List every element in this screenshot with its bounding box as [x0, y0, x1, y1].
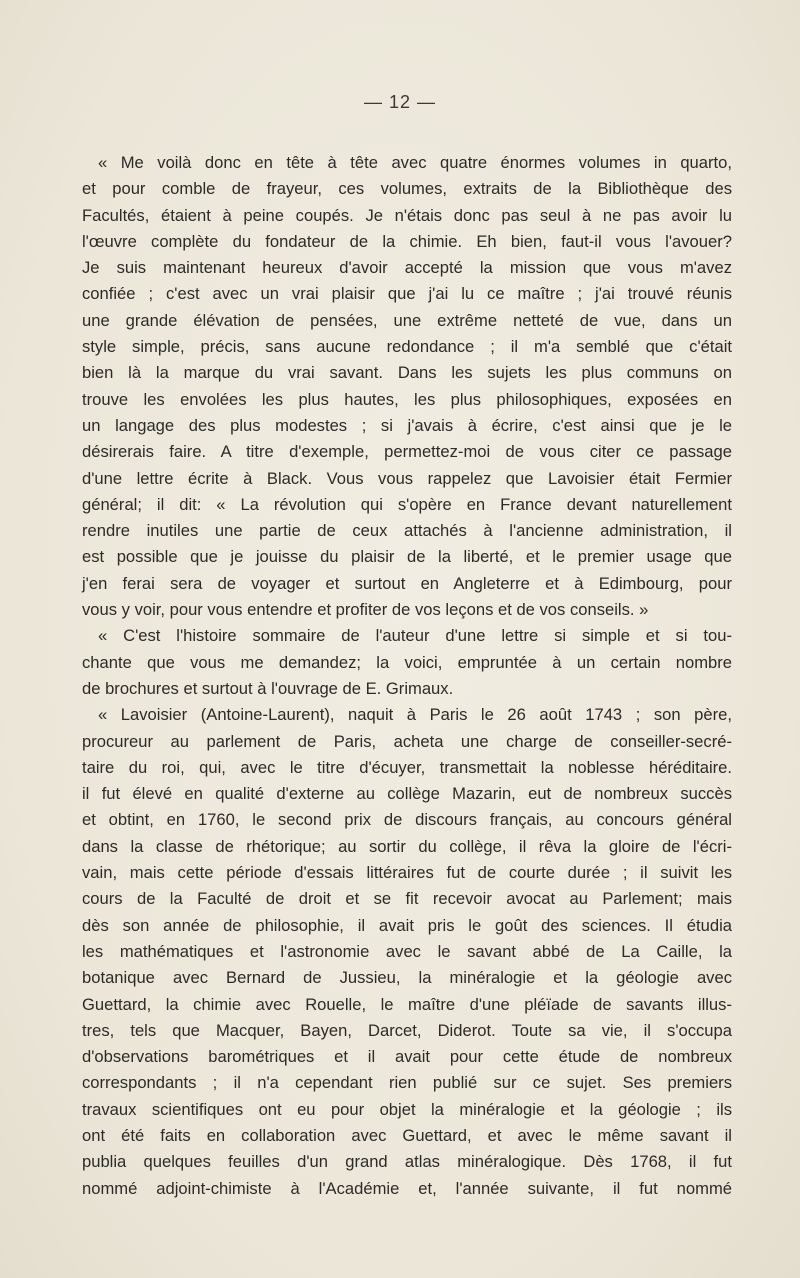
- text-line: rendre inutiles une partie de ceux attachés à l'ancienne administration, il: [82, 521, 732, 541]
- text-line: bien là la marque du vrai savant. Dans les sujets les plus communs on: [82, 363, 732, 383]
- text-line: Guettard, la chimie avec Rouelle, le maître d'une pléïade de savants illus-: [82, 994, 732, 1014]
- text-line: vain, mais cette période d'essais littéraires fut de courte durée ; il suivit les: [82, 863, 732, 883]
- text-line: publia quelques feuilles d'un grand atlas minéralogique. Dès 1768, il fut: [82, 1152, 732, 1172]
- text-line: nommé adjoint-chimiste à l'Académie et, l'année suivante, il fut nommé: [82, 1178, 732, 1198]
- text-line: j'en ferai sera de voyager et surtout en Angleterre et à Edimbourg, pour: [82, 573, 732, 593]
- body-text: [82, 150, 732, 1202]
- text-line: cours de la Faculté de droit et se fit recevoir avocat au Parlement; mais: [82, 889, 732, 909]
- text-line: taire du roi, qui, avec le titre d'écuyer, transmettait la noblesse héréditaire.: [82, 757, 732, 777]
- text-line: trouve les envolées les plus hautes, les plus philosophiques, exposées en: [82, 389, 732, 409]
- text-line: dans la classe de rhétorique; au sortir du collège, il rêva la gloire de l'écri-: [82, 836, 732, 856]
- text-line: général; il dit: « La révolution qui s'opère en France devant naturellement: [82, 494, 732, 514]
- text-line: les mathématiques et l'astronomie avec le savant abbé de La Caille, la: [82, 941, 732, 961]
- text-line: chante que vous me demandez; la voici, empruntée à un certain nombre: [82, 652, 732, 672]
- text-line: « Me voilà donc en tête à tête avec quatre énormes volumes in quarto,: [98, 153, 732, 172]
- text-line: l'œuvre complète du fondateur de la chimie. Eh bien, faut-il vous l'avouer?: [82, 231, 732, 251]
- text-line: et pour comble de frayeur, ces volumes, extraits de la Bibliothèque des: [82, 179, 732, 199]
- text-line: d'une lettre écrite à Black. Vous vous rappelez que Lavoisier était Fermier: [82, 468, 732, 488]
- text-line: il fut élevé en qualité d'externe au collège Mazarin, eut de nombreux succès: [82, 784, 732, 804]
- text-line: Je suis maintenant heureux d'avoir accepté la mission que vous m'avez: [82, 258, 732, 278]
- text-line: ont été faits en collaboration avec Guettard, et avec le même savant il: [82, 1125, 732, 1145]
- text-line: Facultés, étaient à peine coupés. Je n'étais donc pas seul à ne pas avoir lu: [82, 205, 732, 225]
- text-line: de brochures et surtout à l'ouvrage de E. Grimaux.: [82, 678, 454, 698]
- text-line: style simple, précis, sans aucune redondance ; il m'a semblé que c'était: [82, 337, 732, 357]
- text-line: une grande élévation de pensées, une extrême netteté de vue, dans un: [82, 310, 732, 330]
- text-line: « C'est l'histoire sommaire de l'auteur d'une lettre si simple et si tou-: [98, 626, 732, 646]
- text-line: « Lavoisier (Antoine-Laurent), naquit à Paris le 26 août 1743 ; son père,: [98, 705, 732, 725]
- page-number: — 12 —: [363, 92, 437, 112]
- text-line: dès son année de philosophie, il avait pris le goût des sciences. Il étudia: [82, 915, 732, 935]
- text-line: un langage des plus modestes ; si j'avais à écrire, c'est ainsi que je le: [82, 415, 732, 435]
- text-line: d'observations barométriques et il avait pour cette étude de nombreux: [82, 1047, 732, 1067]
- text-line: tres, tels que Macquer, Bayen, Darcet, Diderot. Toute sa vie, il s'occupa: [82, 1020, 732, 1040]
- text-line: confiée ; c'est avec un vrai plaisir que j'ai lu ce maître ; j'ai trouvé réunis: [82, 284, 732, 304]
- text-line: et obtint, en 1760, le second prix de discours français, au concours général: [82, 810, 732, 830]
- text-line: vous y voir, pour vous entendre et profiter de vos leçons et de vos conseils. »: [82, 600, 649, 620]
- text-line: désirerais faire. A titre d'exemple, permettez-moi de vous citer ce passage: [82, 442, 732, 462]
- text-line: procureur au parlement de Paris, acheta une charge de conseiller-secré-: [82, 731, 732, 751]
- text-line: correspondants ; il n'a cependant rien publié sur ce sujet. Ses premiers: [82, 1073, 732, 1093]
- text-line: botanique avec Bernard de Jussieu, la minéralogie et la géologie avec: [82, 968, 732, 988]
- text-line: est possible que je jouisse du plaisir de la liberté, et le premier usage que: [82, 547, 732, 567]
- text-line: travaux scientifiques ont eu pour objet la minéralogie et la géologie ; ils: [82, 1099, 732, 1119]
